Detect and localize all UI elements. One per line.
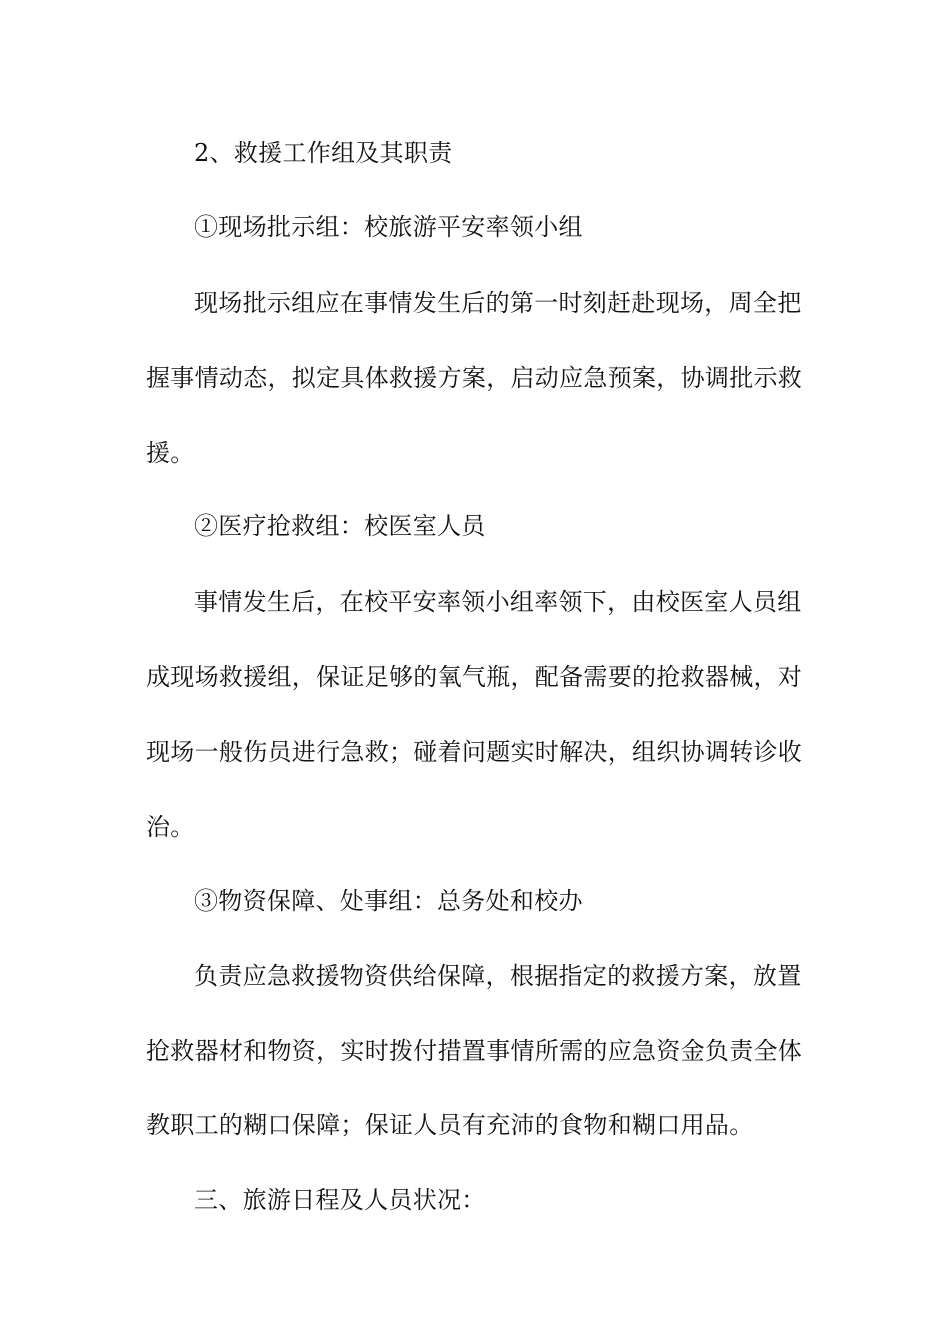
paragraph-line: 握事情动态，拟定具体救援方案，启动应急预案，协调批示救: [146, 364, 803, 392]
paragraph-line: 现场一般伤员进行急救；碰着问题实时解决，组织协调转诊收: [146, 738, 803, 766]
paragraph-line: 现场批示组应在事情发生后的第一时刻赶赴现场，周全把: [194, 289, 802, 317]
paragraph-line: 成现场救援组，保证足够的氧气瓶，配备需要的抢救器械，对: [146, 663, 803, 691]
subheading-medical-group: ②医疗抢救组：校医室人员: [194, 512, 486, 540]
paragraph-line: 抢救器材和物资，实时拨付措置事情所需的应急资金负责全体: [146, 1037, 803, 1065]
subheading-supply-group: ③物资保障、处事组：总务处和校办: [194, 887, 583, 915]
section-heading-rescue-groups: 2、救援工作组及其职责: [194, 139, 453, 167]
paragraph-line: 事情发生后，在校平安率领小组率领下，由校医室人员组: [194, 588, 802, 616]
subheading-command-group: ①现场批示组：校旅游平安率领小组: [194, 213, 583, 241]
paragraph-line: 教职工的糊口保障；保证人员有充沛的食物和糊口用品。: [146, 1111, 754, 1139]
paragraph-line: 治。: [146, 813, 195, 841]
section-heading-itinerary: 三、旅游日程及人员状况：: [194, 1186, 486, 1214]
paragraph-line: 负责应急救援物资供给保障，根据指定的救援方案，放置: [194, 962, 802, 990]
paragraph-line: 援。: [146, 439, 195, 467]
